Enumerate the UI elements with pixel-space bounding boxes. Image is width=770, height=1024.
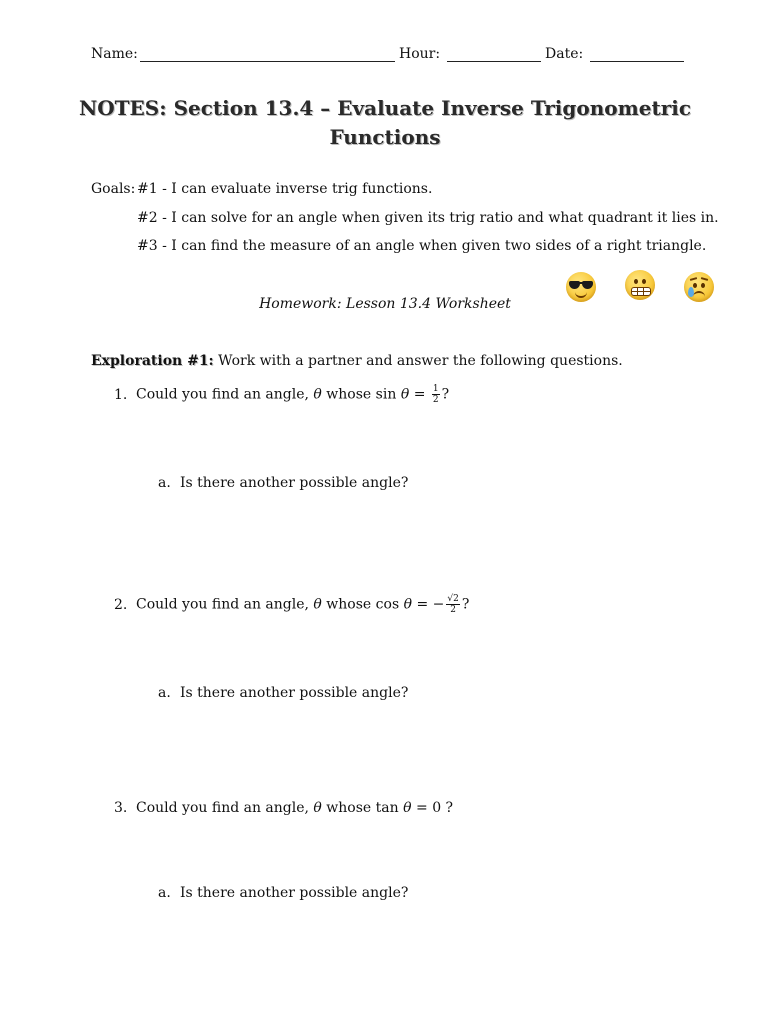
name-field[interactable]	[91, 46, 395, 62]
title-line-1: NOTES: Section 13.4 – Evaluate Inverse Trigonometric	[78, 96, 692, 120]
question-3a: a. Is there another possible angle?	[158, 885, 409, 901]
question-number: 2.	[114, 596, 128, 613]
question-1a: a. Is there another possible angle?	[158, 475, 409, 491]
hour-field[interactable]	[399, 46, 541, 62]
question-2a: a. Is there another possible angle?	[158, 685, 409, 701]
goals-label: Goals:	[91, 181, 136, 197]
question-number: 3.	[114, 800, 128, 816]
exploration-text: Work with a partner and answer the following questions.	[213, 353, 623, 369]
hour-blank[interactable]	[447, 46, 541, 62]
question-1: 1. Could you find an angle, θ whose sin θ = $\frac{1}{2}$ ?	[114, 384, 450, 405]
name-label: Name:	[91, 46, 138, 62]
fraction: $\frac{√2}{2}$	[447, 594, 459, 615]
exploration-heading	[91, 353, 623, 369]
exploration-label: Exploration #1:	[91, 353, 214, 369]
hour-label: Hour:	[399, 46, 441, 62]
title-line-2: Functions	[329, 125, 441, 149]
goal-1: #1 - I can evaluate inverse trig functions.	[137, 181, 433, 197]
name-blank[interactable]	[140, 46, 395, 62]
date-blank[interactable]	[590, 46, 684, 62]
fraction: $\frac{1}{2}$	[432, 384, 439, 405]
question-2: 2. Could you find an angle, θ whose cos θ = − $\frac{√2}{2}$ ?	[114, 594, 470, 615]
question-number: 1.	[114, 386, 128, 403]
date-label: Date:	[545, 46, 584, 62]
goal-2: #2 - I can solve for an angle when given its trig ratio and what quadrant it lies in.	[137, 210, 719, 226]
page-title	[0, 94, 770, 152]
question-3: 3. Could you find an angle, θ whose tan θ = 0 ?	[114, 800, 454, 816]
date-field[interactable]	[545, 46, 684, 62]
goal-3: #3 - I can find the measure of an angle when given two sides of a right triangle.	[137, 238, 707, 254]
homework-note: Homework: Lesson 13.4 Worksheet	[259, 296, 511, 312]
